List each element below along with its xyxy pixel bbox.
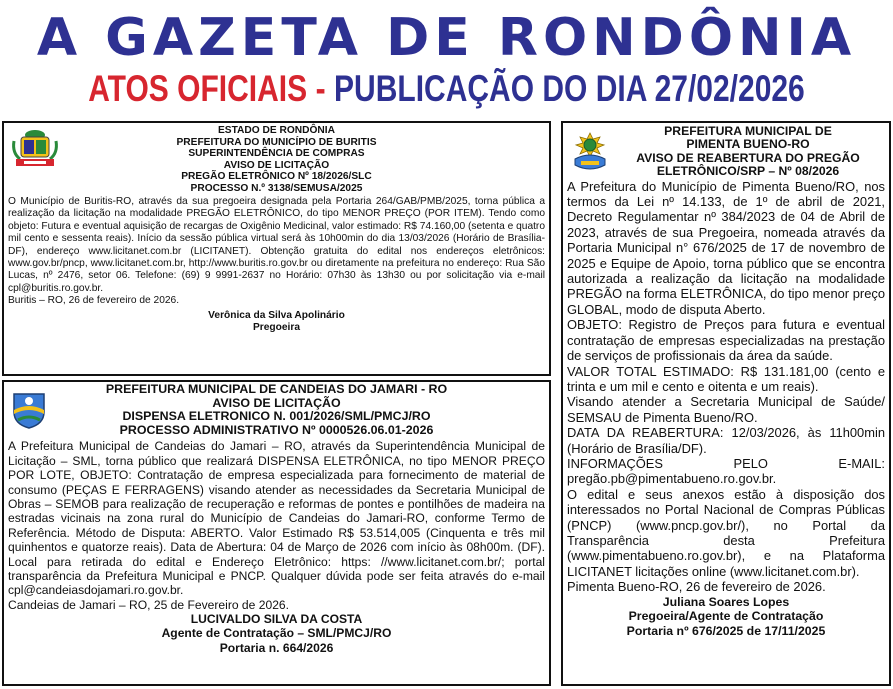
section-label: ATOS OFICIAIS	[88, 69, 308, 110]
pimenta-paragraph-objeto: OBJETO: Registro de Preços para futura e eventual contratação de empresas especializadas na prestação de serviços de profissionais da área da saúde.	[567, 317, 885, 364]
buritis-notice-title: AVISO DE LICITAÇÃO	[223, 159, 330, 171]
publication-date-label: PUBLICAÇÃO DO DIA 27/02/2026	[334, 69, 805, 110]
buritis-superintendencia-line: SUPERINTENDÊNCIA DE COMPRAS	[188, 148, 365, 159]
buritis-pregao-number: PREGÃO ELETRÔNICO Nº 18/2026/SLC	[181, 171, 372, 182]
buritis-process-number: PROCESSO N.º 3138/SEMUSA/2025	[190, 182, 363, 194]
pimenta-header	[563, 123, 889, 179]
pimenta-pregao-number: ELETRÔNICO/SRP – Nº 08/2026	[656, 164, 840, 179]
candeias-coat-of-arms-icon	[10, 390, 48, 430]
notice-buritis	[2, 121, 551, 376]
masthead	[0, 0, 893, 120]
pimenta-signer-name: Juliana Soares Lopes	[662, 594, 790, 609]
candeias-portaria: Portaria n. 664/2026	[219, 640, 334, 655]
notice-candeias	[2, 380, 551, 686]
pimenta-portaria: Portaria nº 676/2025 de 17/11/2025	[626, 623, 826, 638]
pimenta-city-date: Pimenta Bueno-RO, 26 de fevereiro de 2026.	[567, 579, 826, 595]
pimenta-prefeitura-line: PREFEITURA MUNICIPAL DE	[664, 124, 832, 138]
pimenta-signer-role: Pregoeira/Agente de Contratação	[628, 609, 824, 624]
pimenta-paragraph-secretaria: Visando atender a Secretaria Municipal de Saúde/ SEMSAU de Pimenta Bueno/RO.	[567, 394, 885, 425]
pimenta-paragraph-email: INFORMAÇÕES PELO E-MAIL: pregão.pb@pimentabueno.ro.gov.br.	[567, 455, 885, 487]
edition-line	[0, 70, 893, 115]
pimenta-paragraph-valor: VALOR TOTAL ESTIMADO: R$ 131.181,00 (cento e trinta e um mil e cento e oitenta e um reais).	[567, 363, 885, 394]
candeias-notice-title: AVISO DE LICITAÇÃO	[212, 395, 341, 410]
candeias-signer-role: Agente de Contratação – SML/PMCJ/RO	[161, 626, 392, 641]
pimenta-notice-title: AVISO DE REABERTURA DO PREGÃO	[636, 150, 860, 165]
candeias-signer-name: LUCIVALDO SILVA DA COSTA	[190, 612, 363, 627]
newspaper-title: A GAZETA DE RONDÔNIA	[36, 8, 857, 68]
buritis-body-text: O Município de Buritis-RO, através da sua pregoeira designada pela Portaria 264/GAB/PMB/2025, torna pública a realização da licitação na modalidade PREGÃO ELETRÔNICO, do tipo MENOR PREÇO (POR ITEM). Tendo como objeto: Futura e eventual aquisição de recargas de Oxigênio Medicinal, valor estimado: R$ 74.160,00 (setenta e quatro mil cento e sessenta reais). Início da sessão pública virtual será às 10h00min do dia 13/03/2026 (Horário de Brasília-DF), endereço www.licitanet.com.br (LICITANET). Obtenção gratuita do edital nos endereços eletrônicos: www.gov.br/pncp, www.licitanet.com.br, http://www.buritis.ro.gov.br ou diretamente na prefeitura no endereço: Rua São Lucas, nº 2476, setor 06. Telefone: (69) 9 9991-2637 no Horário: 07h30 às 13h30 ou por solicitação via e-mail cpl@buritis.ro.gov.br.	[8, 196, 545, 294]
pimenta-bueno-coat-of-arms-icon	[569, 131, 611, 175]
candeias-process-number: PROCESSO ADMINISTRATIVO Nº 0000526.06.01-2026	[119, 422, 434, 437]
pimenta-body-text	[563, 179, 889, 580]
pimenta-paragraph-edital: O edital e seus anexos estão à disposição dos interessados no Portal Nacional de Compras Públicas (PNCP) (www.pncp.gov.br/), no Portal da Transparência desta Prefeitura (www.pimentabueno.ro.gov.br), e na Plataforma LICITANET licitações online (www.licitanet.com.br).	[567, 486, 885, 579]
buritis-header	[4, 123, 549, 194]
edition-separator: -	[315, 69, 326, 110]
buritis-signer-role: Pregoeira	[253, 322, 300, 334]
pimenta-city-line: PIMENTA BUENO-RO	[686, 137, 810, 152]
pimenta-paragraph-intro: A Prefeitura do Município de Pimenta Bueno/RO, nos termos da Lei nº 14.133, de 1º de abril de 2021, Decreto Regulamentar nº 384/2023 de 04 de Abril de 2023, através de sua Pregoeira, nomeada através da Portaria Municipal n° 676/2025 de 17 de novembro de 2025 e Equipe de Apoio, torna público que se encontra autorizada a realização da licitação na modalidade PREGÃO na forma ELETRÔNICA, do tipo menor preço GLOBAL, modo de disputa Aberto.	[567, 178, 885, 317]
candeias-prefeitura-line: PREFEITURA MUNICIPAL DE CANDEIAS DO JAMARI - RO	[105, 382, 448, 396]
buritis-signature	[4, 310, 549, 335]
candeias-body-text: A Prefeitura Municipal de Candeias do Jamari – RO, através da Superintendência Municipal de Licitação – SML, torna público que realizará DISPENSA ELETRÔNICA, no tipo MENOR PREÇO POR LOTE, OBJETO: Contratação de empresa especializada para fornecimento de material de consumo (PEÇAS E FERRAGENS) visando atender as necessidades da Secretaria Municipal de Obras – SEMOB para realização de recuperação e reformas de pontes e pontilhões de madeira na estradas vicinais na zona rural do Município de Candeias do Jamari-RO, conforme Termo de Referência. Método de Disputa: ABERTO. Valor Estimado R$ 53.514,005 (Cinquenta e três mil quinhentos e quatorze reais). Data de Abertura: 04 de Março de 2026 com início às 08h00m. (DF). Local para retirada do edital e Endereço Eletrônico: https: //www.licitanet.com.br/; portal transparência da Prefeitura Municipal e PNCP. Qualquer dúvida pode ser feita através do e-mail cpl@candeiasdojamari.ro.gov.br.	[8, 439, 545, 598]
notice-pimenta-bueno	[561, 121, 891, 686]
buritis-signer-name: Verônica da Silva Apolinário	[208, 309, 345, 321]
pimenta-paragraph-data: DATA DA REABERTURA: 12/03/2026, às 11h00min (Horário de Brasília/DF).	[567, 425, 885, 456]
candeias-signature	[4, 612, 549, 655]
buritis-coat-of-arms-icon	[10, 127, 60, 169]
buritis-city-date: Buritis – RO, 26 de fevereiro de 2026.	[8, 295, 180, 307]
buritis-state-line: ESTADO DE RONDÔNIA	[218, 125, 335, 136]
pimenta-signature	[563, 595, 889, 639]
candeias-city-date: Candeias de Jamari – RO, 25 de Fevereiro de 2026.	[8, 597, 290, 612]
buritis-prefeitura-line: PREFEITURA DO MUNICÍPIO DE BURITIS	[176, 136, 377, 148]
candeias-dispensa-number: DISPENSA ELETRONICO N. 001/2026/SML/PMCJ/RO	[122, 409, 431, 424]
candeias-header	[4, 382, 549, 437]
